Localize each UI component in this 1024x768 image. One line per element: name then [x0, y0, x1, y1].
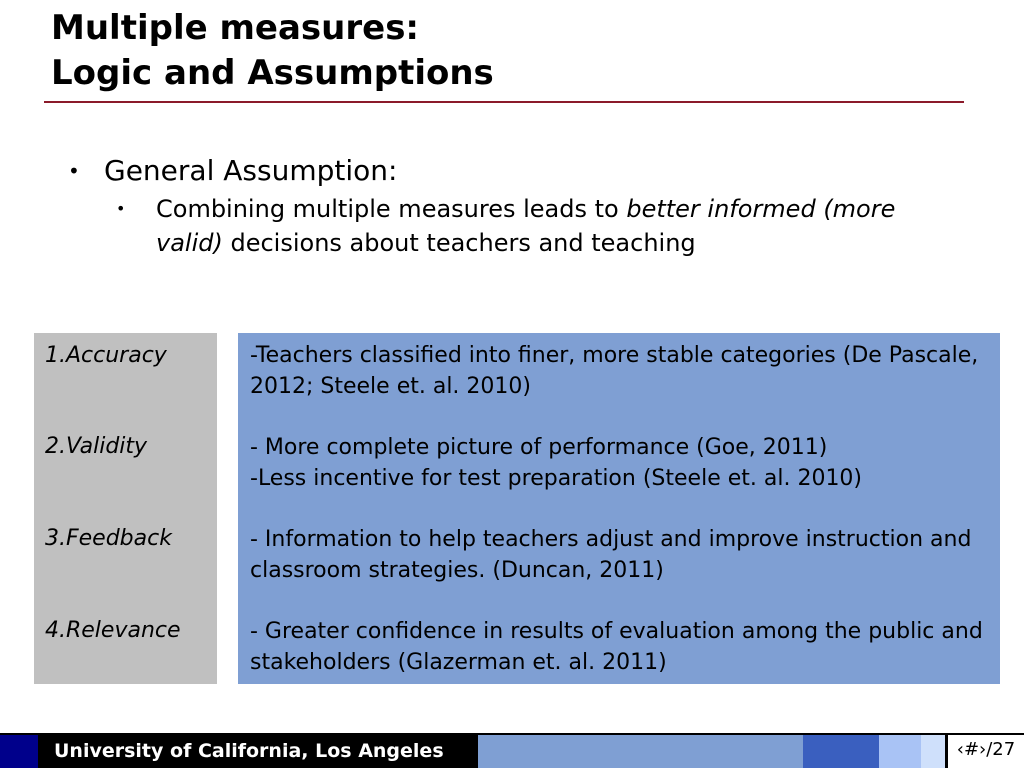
- footer-mid-blue-block: [478, 735, 803, 768]
- footer-institution: University of California, Los Angeles: [38, 735, 478, 768]
- footer-light-blue-block: [879, 735, 921, 768]
- evidence-feedback: - Information to help teachers adjust and improve instruction and classroom strategies. (Duncan, 2011): [250, 527, 972, 583]
- criterion-validity: 2.Validity: [45, 434, 148, 459]
- main-bullet-text: General Assumption:: [104, 154, 398, 187]
- title-divider: [44, 101, 964, 103]
- criterion-relevance: 4.Relevance: [45, 618, 181, 643]
- sub-bullet-prefix: Combining multiple measures leads to: [156, 195, 627, 223]
- page-title: [51, 6, 494, 96]
- evidence-box: [238, 333, 1000, 684]
- page-number: ‹#›/27: [948, 735, 1024, 768]
- evidence-relevance: - Greater confidence in results of evaluation among the public and stakeholders (Glazerman et. al. 2011): [250, 619, 983, 675]
- bullet-dot-icon: •: [68, 159, 80, 183]
- criterion-accuracy: 1.Accuracy: [45, 343, 167, 368]
- sub-bullet-emphasis: better informed (more valid): [156, 195, 896, 257]
- footer-pale-blue-block: [921, 735, 945, 768]
- evidence-validity: - More complete picture of performance (Goe, 2011) -Less incentive for test preparation (Steele et. al. 2010): [250, 435, 863, 491]
- sub-bullet-suffix: decisions about teachers and teaching: [222, 229, 696, 257]
- sub-bullet-text: [156, 192, 946, 260]
- criterion-feedback: 3.Feedback: [45, 526, 172, 551]
- evidence-accuracy: -Teachers classified into finer, more stable categories (De Pascale, 2012; Steele et. al. 2010): [250, 343, 979, 399]
- title-line-1: Multiple measures:: [51, 8, 420, 48]
- sub-bullet-dot-icon: •: [116, 199, 126, 218]
- title-line-2: Logic and Assumptions: [51, 53, 494, 93]
- footer-blue-block: [803, 735, 879, 768]
- criteria-box: [34, 333, 217, 684]
- footer-dark-blue-block: [0, 735, 38, 768]
